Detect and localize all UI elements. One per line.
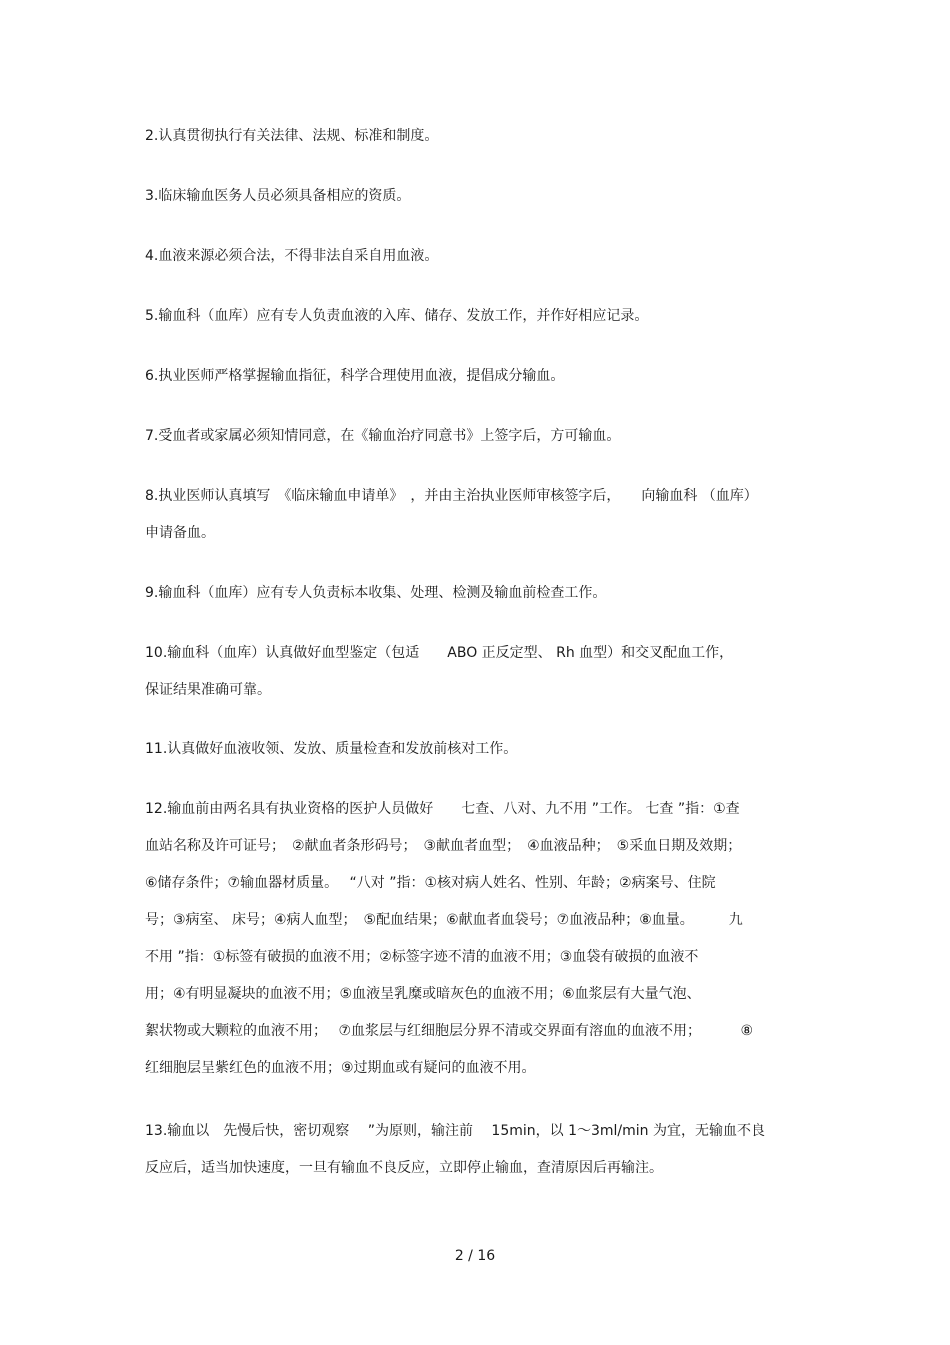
paragraph-8: [145, 478, 810, 552]
paragraph-line: 7.受血者或家属必须知情同意，在《输血治疗同意书》上签字后，方可输血。: [145, 428, 621, 444]
paragraph-line: 号；③病室、 床号；④病人血型； ⑤配血结果；⑥献血者血袋号；⑦血液品种；⑧血量。 九: [145, 912, 743, 928]
paragraph-line: 6.执业医师严格掌握输血指征，科学合理使用血液，提倡成分输血。: [145, 368, 565, 384]
paragraph-line: 4.血液来源必须合法，不得非法自采自用血液。: [145, 248, 439, 264]
paragraph-line: 9.输血科（血库）应有专人负责标本收集、处理、检测及输血前检查工作。: [145, 585, 607, 601]
paragraph-13: [145, 1113, 810, 1187]
paragraph-line: 用；④有明显凝块的血液不用；⑤血液呈乳糜或暗灰色的血液不用；⑥血浆层有大量气泡、: [145, 986, 701, 1002]
paragraph-11: [145, 731, 810, 768]
paragraph-10: [145, 635, 810, 709]
paragraph-4: [145, 238, 810, 275]
paragraph-7: [145, 418, 810, 455]
paragraph-line: 10.输血科（血库）认真做好血型鉴定（包适 ABO 正反定型、 Rh 血型）和交叉配血工作，: [145, 645, 734, 661]
paragraph-line: 申请备血。: [145, 525, 215, 541]
paragraph-line: 红细胞层呈紫红色的血液不用；⑨过期血或有疑问的血液不用。: [145, 1060, 536, 1076]
paragraph-line: 8.执业医师认真填写 《临床输血申请单》 ，并由主治执业医师审核签字后， 向输血科 （血库）: [145, 488, 758, 504]
paragraph-2: [145, 118, 810, 155]
paragraph-line: 5.输血科（血库）应有专人负责血液的入库、储存、发放工作，并作好相应记录。: [145, 308, 649, 324]
paragraph-3: [145, 178, 810, 215]
paragraph-line: 12.输血前由两名具有执业资格的医护人员做好 七查、八对、九不用 ”工作。 七查 ”指：①查: [145, 801, 740, 817]
paragraph-6: [145, 358, 810, 395]
paragraph-5: [145, 298, 810, 335]
paragraph-line: 2.认真贯彻执行有关法律、法规、标准和制度。: [145, 128, 439, 144]
paragraph-line: 絮状物或大颗粒的血液不用； ⑦血浆层与红细胞层分界不清或交界面有溶血的血液不用； ⑧: [145, 1023, 753, 1039]
paragraph-line: 血站名称及许可证号； ②献血者条形码号； ③献血者血型； ④血液品种； ⑤采血日期及效期；: [145, 838, 742, 854]
paragraph-9: [145, 575, 810, 612]
paragraph-line: 3.临床输血医务人员必须具备相应的资质。: [145, 188, 411, 204]
paragraph-12: [145, 791, 810, 1087]
paragraph-line: 不用 ”指：①标签有破损的血液不用；②标签字迹不清的血液不用；③血袋有破损的血液不: [145, 949, 699, 965]
paragraph-line: 13.输血以 先慢后快，密切观察 ”为原则，输注前 15min，以 1～3ml/min 为宜，无输血不良: [145, 1123, 765, 1139]
page-number: 2 / 16: [454, 1248, 496, 1264]
paragraph-line: 保证结果准确可靠。: [145, 682, 271, 698]
paragraph-line: 11.认真做好血液收领、发放、质量检查和发放前核对工作。: [145, 741, 518, 757]
paragraph-line: 反应后，适当加快速度，一旦有输血不良反应，立即停止输血，查清原因后再输注。: [145, 1160, 663, 1176]
paragraph-line: ⑥储存条件；⑦输血器材质量。 “八对 ”指：①核对病人姓名、性别、年龄；②病案号、住院: [145, 875, 716, 891]
